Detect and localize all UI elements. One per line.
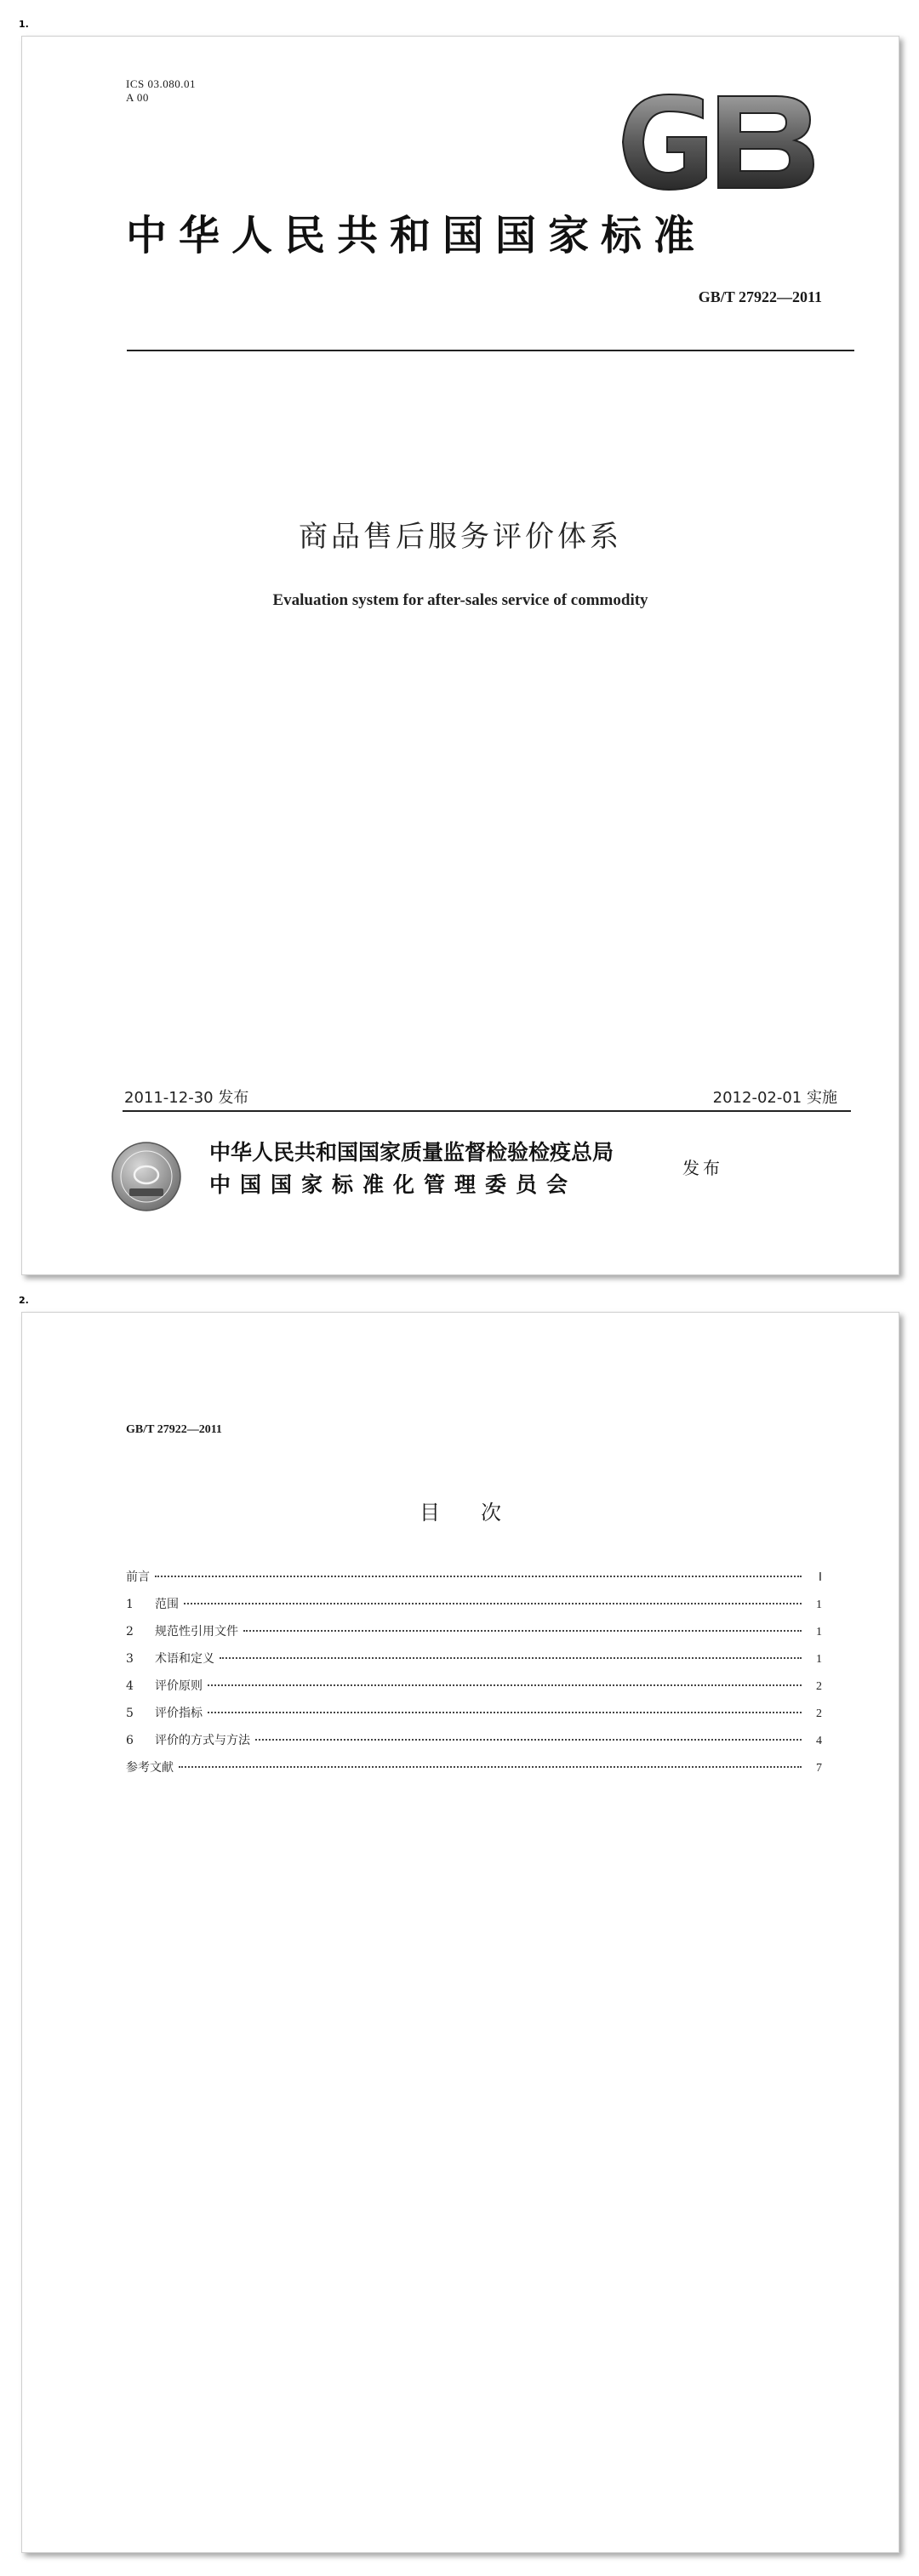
ics-line-1: ICS 03.080.01 [126,77,196,90]
toc-number: 2 [126,1625,134,1638]
ics-code [126,77,196,105]
toc-label: 范围 [155,1598,179,1611]
toc-label: 术语和定义 [155,1652,214,1666]
footer-divider [123,1110,851,1112]
toc-entry[interactable] [126,1731,822,1758]
issuer-line-2: 中国国家标准化管理委员会 [209,1172,578,1197]
issue-date: 2011-12-30 发布 [124,1089,249,1107]
implementation-date: 2012-02-01 实施 [712,1089,837,1107]
toc-page-number: 1 [816,1599,822,1611]
anti-counterfeit-seal-icon [111,1141,182,1212]
toc-leader [184,1603,802,1604]
toc-number: 4 [126,1679,134,1693]
gb-logo-icon [618,93,815,191]
ics-line-2: A 00 [126,91,149,104]
toc-entry[interactable] [126,1758,822,1786]
toc-leader [179,1766,802,1768]
toc-page-number: 2 [816,1680,822,1693]
toc-entry[interactable] [126,1704,822,1731]
page-marker-2: 2. [19,1295,29,1306]
toc-leader [255,1739,802,1741]
toc-leader [208,1684,802,1686]
toc-number: 6 [126,1734,134,1747]
header-divider [127,350,854,351]
toc-entry[interactable] [126,1595,822,1622]
document-title-zh: 商品售后服务评价体系 [299,520,622,554]
toc-entry[interactable] [126,1568,822,1595]
toc-leader [208,1712,802,1713]
page-marker-1: 1. [19,19,29,30]
toc-label: 评价原则 [155,1679,203,1693]
publish-label: 发布 [682,1158,723,1178]
standard-code: GB/T 27922—2011 [698,288,822,305]
running-header-code: GB/T 27922—2011 [126,1423,222,1436]
table-of-contents [126,1568,822,1786]
national-standard-title: 中华人民共和国国家标准 [126,212,707,259]
toc-entry[interactable] [126,1650,822,1677]
toc-page-number: 1 [816,1653,822,1666]
toc-page-number: 4 [816,1735,822,1747]
issuer-line-1: 中华人民共和国国家质量监督检验检疫总局 [209,1140,614,1165]
toc-page-number: 1 [816,1626,822,1638]
toc-leader [243,1630,802,1632]
toc-label: 评价的方式与方法 [155,1734,250,1747]
toc-entry[interactable] [126,1677,822,1704]
toc-page-number: 7 [816,1762,822,1775]
contents-page [21,1312,899,2553]
toc-page-number: Ⅰ [818,1571,822,1584]
toc-leader [155,1576,802,1577]
toc-number: 1 [126,1598,134,1611]
contents-title: 目次 [420,1501,542,1525]
toc-number: 3 [126,1652,134,1666]
toc-label: 前言 [126,1570,150,1584]
cover-page [21,36,899,1275]
document-title-en: Evaluation system for after-sales service of commodity [272,591,648,609]
toc-label: 评价指标 [155,1707,203,1720]
toc-label: 参考文献 [126,1761,174,1775]
toc-page-number: 2 [816,1707,822,1720]
toc-label: 规范性引用文件 [155,1625,238,1638]
toc-entry[interactable] [126,1622,822,1650]
toc-number: 5 [126,1707,134,1720]
toc-leader [220,1657,802,1659]
